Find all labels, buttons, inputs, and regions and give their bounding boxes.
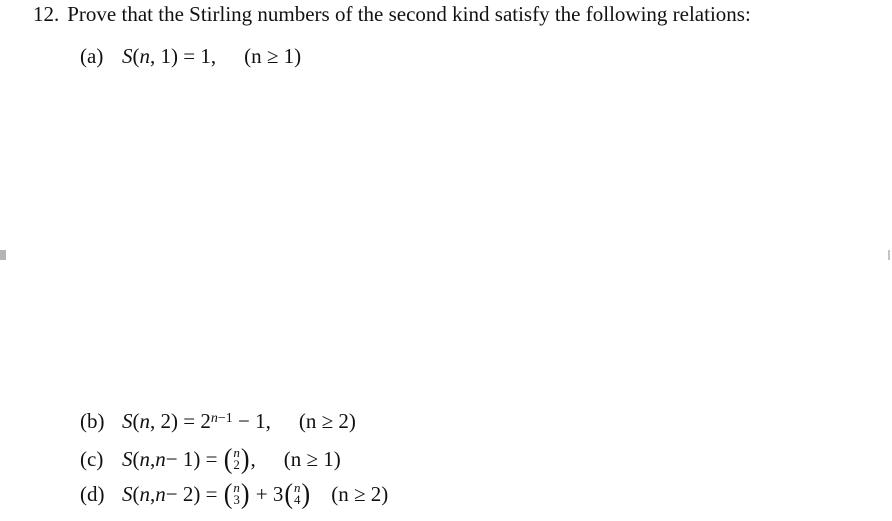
relation-c-label: (c) — [80, 446, 104, 471]
relation-c-condition: (n ≥ 1) — [283, 446, 341, 471]
relation-c-formula: S ( n , n − 1) = ( n 2 ) , — [122, 442, 256, 475]
relation-b-label: (b) — [80, 409, 105, 433]
binomial-n-3: ( n 3 ) — [223, 477, 250, 510]
binomial-n-2: ( n 2 ) — [223, 442, 250, 475]
problem-statement — [33, 2, 751, 27]
relation-b — [80, 409, 356, 434]
problem-number: 12. — [33, 2, 60, 26]
problem-text: Prove that the Stirling numbers of the second kind satisfy the following relations: — [67, 2, 751, 26]
relation-a-formula: S ( n , 1) = 1, — [122, 44, 217, 68]
binomial-n-4: ( n 4 ) — [284, 477, 311, 510]
relation-b-condition: (n ≥ 2) — [298, 409, 356, 433]
relation-b-formula: S ( n , 2) = 2 $^{n -1}$ − 1, — [122, 409, 271, 433]
relation-d-label: (d) — [80, 481, 105, 506]
relation-d — [80, 477, 389, 510]
relation-d-condition: (n ≥ 2) — [331, 481, 389, 506]
relation-a-condition: (n ≥ 1) — [244, 44, 302, 68]
left-margin-marker — [0, 250, 6, 260]
relation-c — [80, 442, 341, 475]
relation-a-label: (a) — [80, 44, 104, 68]
relation-d-formula: S ( n , n − 2) = ( n 3 ) + 3 ( n 4 ) — [122, 477, 311, 510]
relation-a — [80, 44, 301, 69]
right-margin-marker — [888, 250, 890, 260]
